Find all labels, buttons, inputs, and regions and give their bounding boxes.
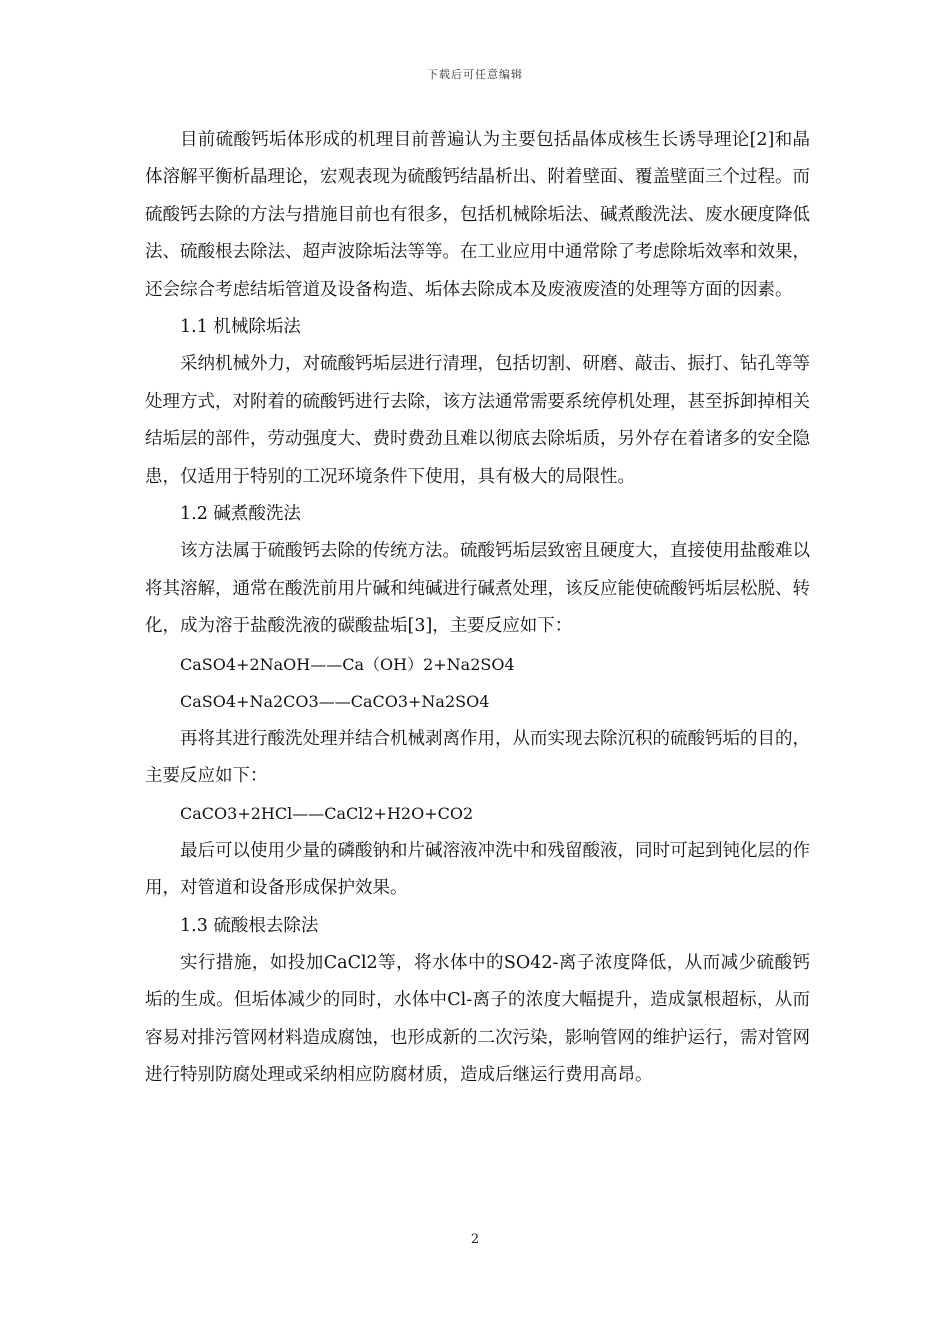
section-heading-1-1: 1.1 机械除垢法 [180,317,301,338]
paragraph-mechanical: 采纳机械外力，对硫酸钙垢层进行清理，包括切割、研磨、敲击、振打、钻孔等等处理方式，对附着的硫酸钙进行去除，该方法通常需要系统停机处理，甚至拆卸掉相关结垢层的部件，劳动强度大、费时费劲且难以彻底去除垢质，另外存在着诸多的安全隐患，仅适用于特别的工况环境条件下使用，具有极大的局限性。 [145,354,810,487]
paragraph-sulfate-removal: 实行措施，如投加CaCl2等，将水体中的SO42-离子浓度降低，从而减少硫酸钙垢的生成。但垢体减少的同时，水体中Cl-离子的浓度大幅提升，造成氯根超标，从而容易对排污管网材料造成腐蚀，也形成新的二次污染，影响管网的维护运行，需对管网进行特别防腐处理或采纳相应防腐材质，造成后继运行费用高昂。 [145,952,810,1086]
paragraph-neutralize: 最后可以使用少量的磷酸钠和片碱溶液冲洗中和残留酸液，同时可起到钝化层的作用，对管道和设备形成保护效果。 [145,840,810,899]
equation-2: CaSO4+Na2CO3——CaCO3+Na2SO4 [180,692,490,712]
section-heading-1-3: 1.3 硫酸根去除法 [180,915,319,936]
equation-3: CaCO3+2HCl——CaCl2+H2O+CO2 [180,804,474,824]
paragraph-alkali-acid: 该方法属于硫酸钙去除的传统方法。硫酸钙垢层致密且硬度大，直接使用盐酸难以将其溶解，通常在酸洗前用片碱和纯碱进行碱煮处理，该反应能使硫酸钙垢层松脱、转化，成为溶于盐酸洗液的碳酸盐垢[3]，主要反应如下： [145,541,810,637]
page-number: 2 [470,1232,480,1247]
paragraph-intro: 目前硫酸钙垢体形成的机理目前普遍认为主要包括晶体成核生长诱导理论[2]和晶体溶解平衡析晶理论，宏观表现为硫酸钙结晶析出、附着壁面、覆盖壁面三个过程。而硫酸钙去除的方法与措施目前也有很多，包括机械除垢法、碱煮酸洗法、废水硬度降低法、硫酸根去除法、超声波除垢法等等。在工业应用中通常除了考虑除垢效率和效果，还会综合考虑结垢管道及设备构造、垢体去除成本及废液废渣的处理等方面的因素。 [145,130,810,300]
equation-1: CaSO4+2NaOH——Ca（OH）2+Na2SO4 [180,654,515,674]
page-header-note: 下载后可任意编辑 [427,68,523,81]
document-body [145,122,810,1095]
section-heading-1-2: 1.2 碱煮酸洗法 [180,504,301,525]
paragraph-acid-wash: 再将其进行酸洗处理并结合机械剥离作用，从而实现去除沉积的硫酸钙垢的目的，主要反应如下： [145,728,810,786]
